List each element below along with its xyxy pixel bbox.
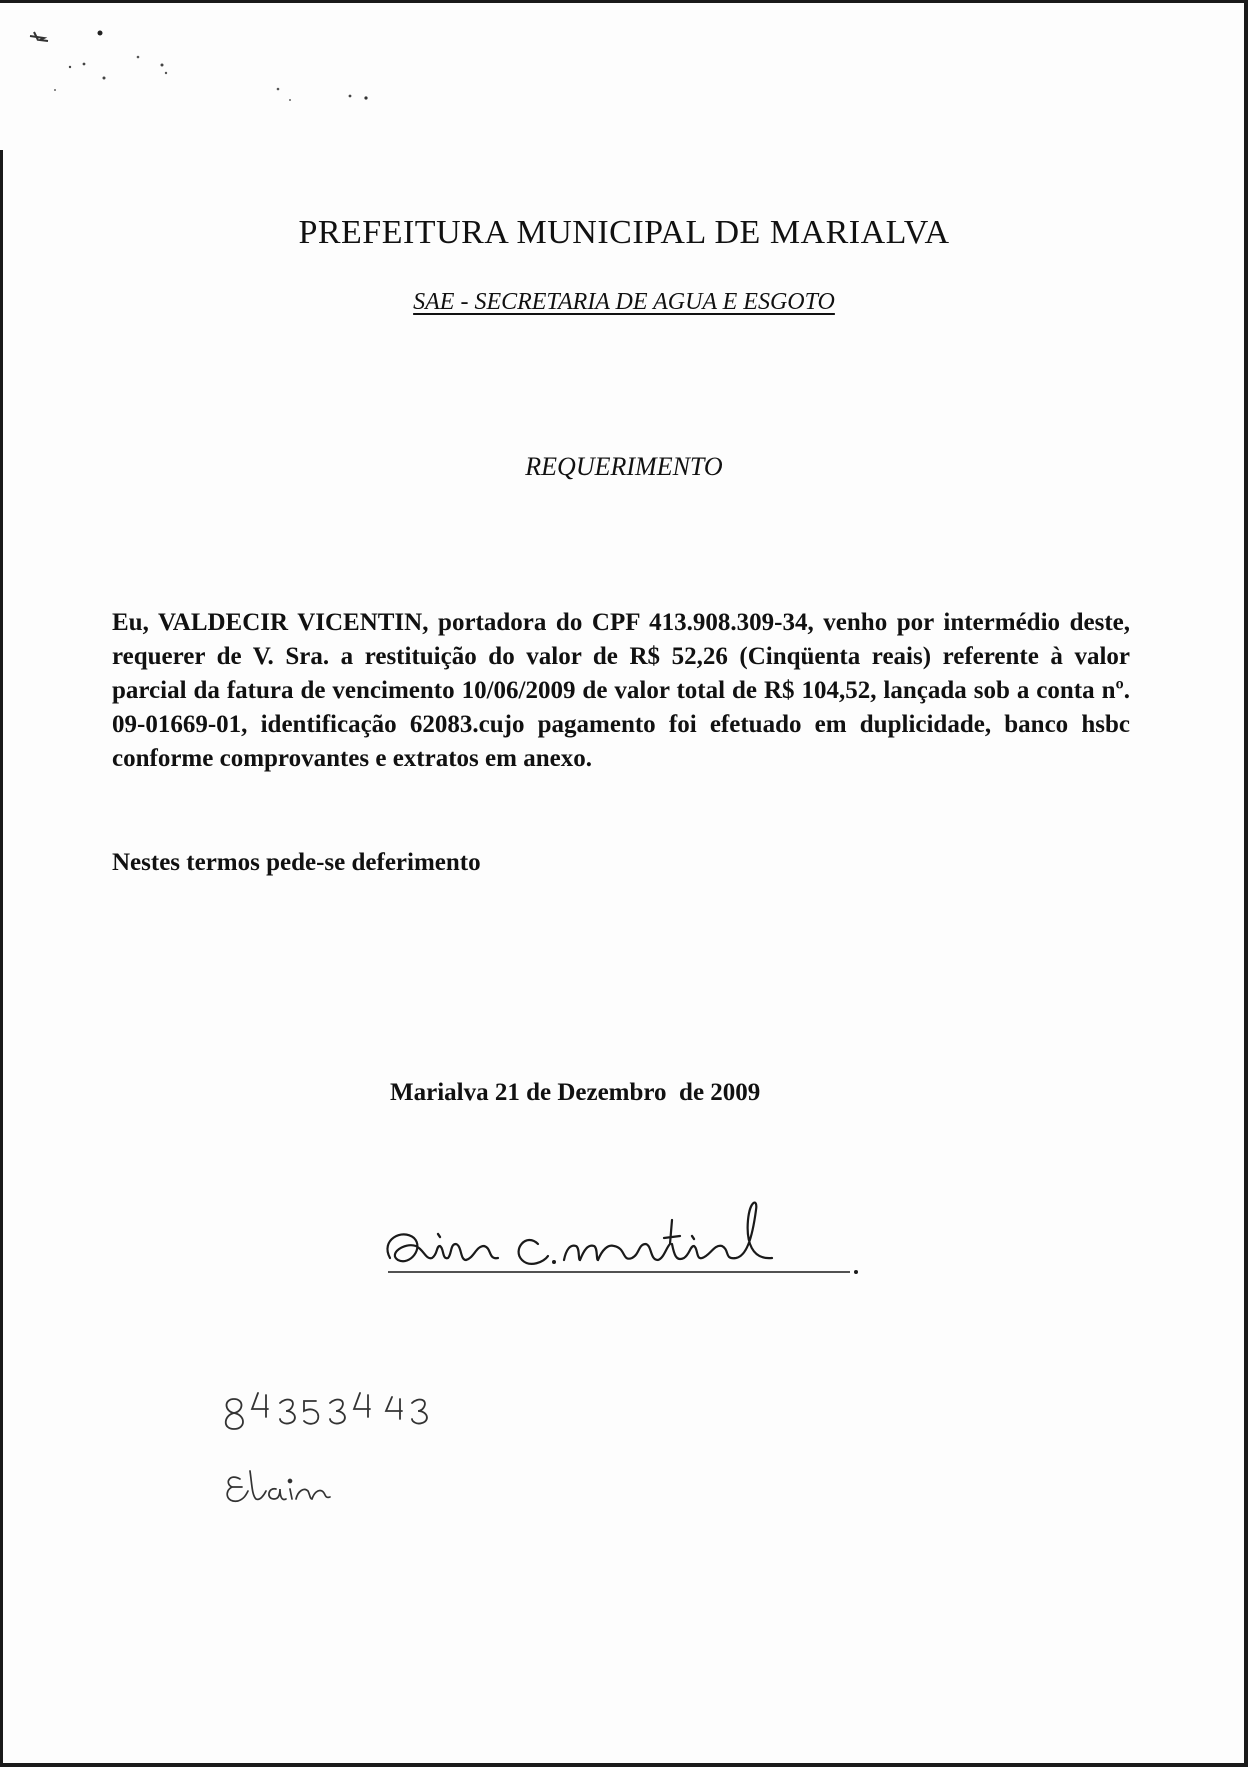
scan-border-right — [1244, 0, 1248, 1767]
scan-specks — [0, 0, 420, 110]
department-subtitle: SAE - SECRETARIA DE AGUA E ESGOTO — [413, 289, 835, 315]
page-title: PREFEITURA MUNICIPAL DE MARIALVA — [298, 214, 950, 251]
scan-border-left — [0, 150, 3, 1767]
date-line: Marialva 21 de Dezembro de 2009 — [390, 1079, 761, 1106]
signature — [380, 1180, 860, 1290]
document-type-heading: REQUERIMENTO — [525, 452, 723, 481]
handwritten-note — [220, 1375, 520, 1525]
closing-statement: Nestes termos pede-se deferimento — [112, 849, 481, 876]
request-body-paragraph: Eu, VALDECIR VICENTIN, portadora do CPF 413.908.309-34, venho por intermédio deste, requerer de V. Sra. a restituição do valor de R$ 52,26 (Cinqüenta reais) referente à valor parcial da fatura de vencimento 10/06/2009 de valor total de R$ 104,52, lançada sob a conta nº. 09-01669-01, identificação 62083.cujo pagamento foi efetuado em duplicidade, banco hsbc conforme comprovantes e extratos em anexo. — [112, 609, 1130, 772]
scan-border-bottom — [0, 1763, 1248, 1767]
